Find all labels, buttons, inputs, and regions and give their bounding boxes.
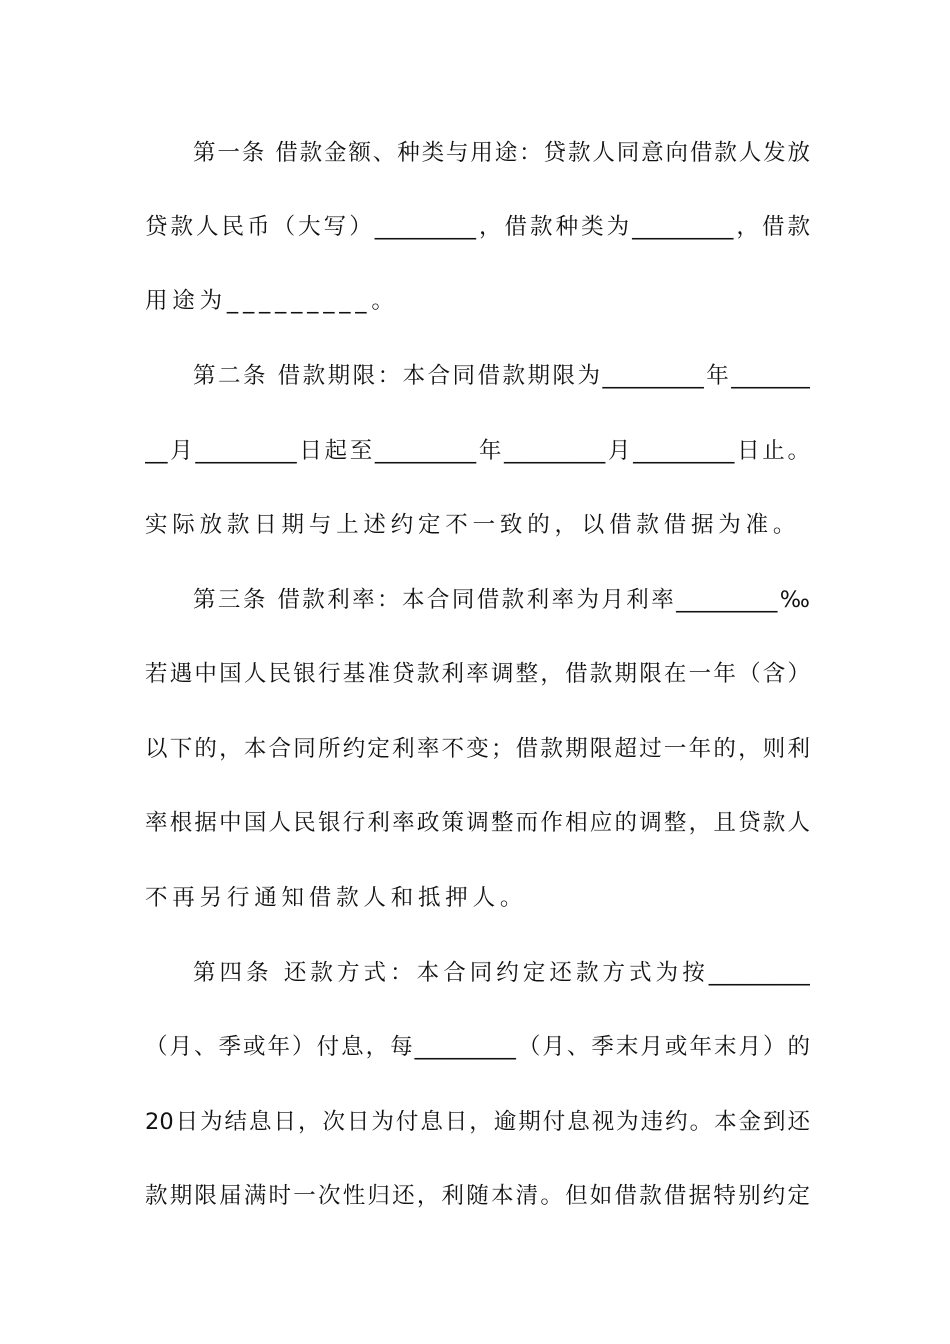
- article-4-line-2: （月、季或年）付息，每_________（月、季末月或年末月）的: [145, 1034, 810, 1060]
- article-4-line-3: 20日为结息日，次日为付息日，逾期付息视为违约。本金到还: [145, 1109, 810, 1135]
- article-1-line-2: 贷款人民币（大写）_________，借款种类为_________，借款: [145, 214, 810, 240]
- article-4-line-1: 第四条 还款方式：本合同约定还款方式为按_________: [193, 960, 810, 986]
- article-3-line-3: 以下的，本合同所约定利率不变；借款期限超过一年的，则利: [145, 736, 810, 762]
- article-3-line-1: 第三条 借款利率：本合同借款利率为月利率_________‰: [193, 587, 810, 613]
- article-3-line-5: 不再另行通知借款人和抵押人。: [145, 885, 528, 911]
- article-1-line-1: 第一条 借款金额、种类与用途：贷款人同意向借款人发放: [193, 140, 810, 166]
- article-2-line-2: __月_________日起至_________年_________月_________日止。: [145, 438, 810, 464]
- article-4-line-4: 款期限届满时一次性归还，利随本清。但如借款借据特别约定: [145, 1183, 810, 1209]
- article-1-line-3: 用途为_________。: [145, 288, 399, 314]
- article-2-line-1: 第二条 借款期限：本合同借款期限为_________年_______: [193, 363, 810, 389]
- article-3-line-4: 率根据中国人民银行利率政策调整而作相应的调整，且贷款人: [145, 810, 810, 836]
- article-3-line-2: 若遇中国人民银行基准贷款利率调整，借款期限在一年（含）: [145, 661, 810, 687]
- article-2-line-3: 实际放款日期与上述约定不一致的，以借款借据为准。: [145, 512, 801, 538]
